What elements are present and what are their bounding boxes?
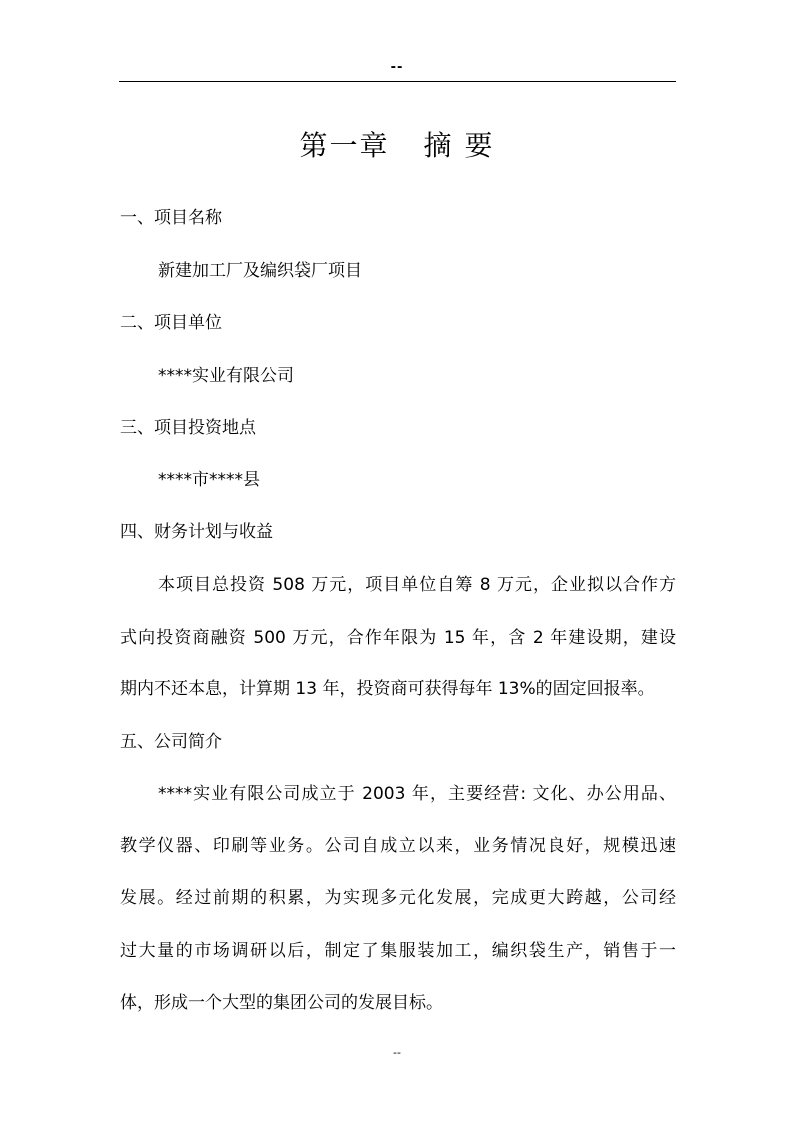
- investment-location-value: ****市****县: [158, 470, 260, 490]
- section-heading-company-profile: 五、公司简介: [120, 732, 222, 752]
- page-footer-mark: --: [393, 1046, 401, 1059]
- section-heading-project-unit: 二、项目单位: [120, 313, 222, 333]
- section-heading-finance-plan: 四、财务计划与收益: [120, 522, 273, 542]
- company-paragraph-line: 体，形成一个大型的集团公司的发展目标。: [120, 993, 443, 1013]
- section-heading-investment-location: 三、项目投资地点: [120, 418, 256, 438]
- chapter-name: 摘 要: [423, 129, 495, 162]
- company-paragraph-line: 发展。经过前期的积累，为实现多元化发展，完成更大跨越，公司经: [120, 888, 676, 908]
- finance-paragraph-line: 式向投资商融资 500 万元，合作年限为 15 年，含 2 年建设期，建设: [120, 628, 676, 648]
- company-paragraph-line: 过大量的市场调研以后，制定了集服装加工，编织袋生产，销售于一: [120, 941, 676, 961]
- chapter-number: 第一章: [299, 129, 390, 162]
- project-name-value: 新建加工厂及编织袋厂项目: [158, 261, 362, 281]
- finance-paragraph-line: 期内不还本息，计算期 13 年，投资商可获得每年 13%的固定回报率。: [120, 679, 655, 699]
- chapter-title: [0, 126, 794, 166]
- section-heading-project-name: 一、项目名称: [120, 208, 222, 228]
- page-header-mark: --: [390, 60, 404, 75]
- project-unit-value: ****实业有限公司: [158, 366, 294, 386]
- company-paragraph-line: 教学仪器、印刷等业务。公司自成立以来，业务情况良好，规模迅速: [120, 836, 676, 856]
- company-paragraph-line: ****实业有限公司成立于 2003 年，主要经营: 文化、办公用品、: [158, 784, 676, 804]
- finance-paragraph-line: 本项目总投资 508 万元，项目单位自筹 8 万元，企业拟以合作方: [158, 575, 676, 595]
- header-rule: [119, 81, 676, 82]
